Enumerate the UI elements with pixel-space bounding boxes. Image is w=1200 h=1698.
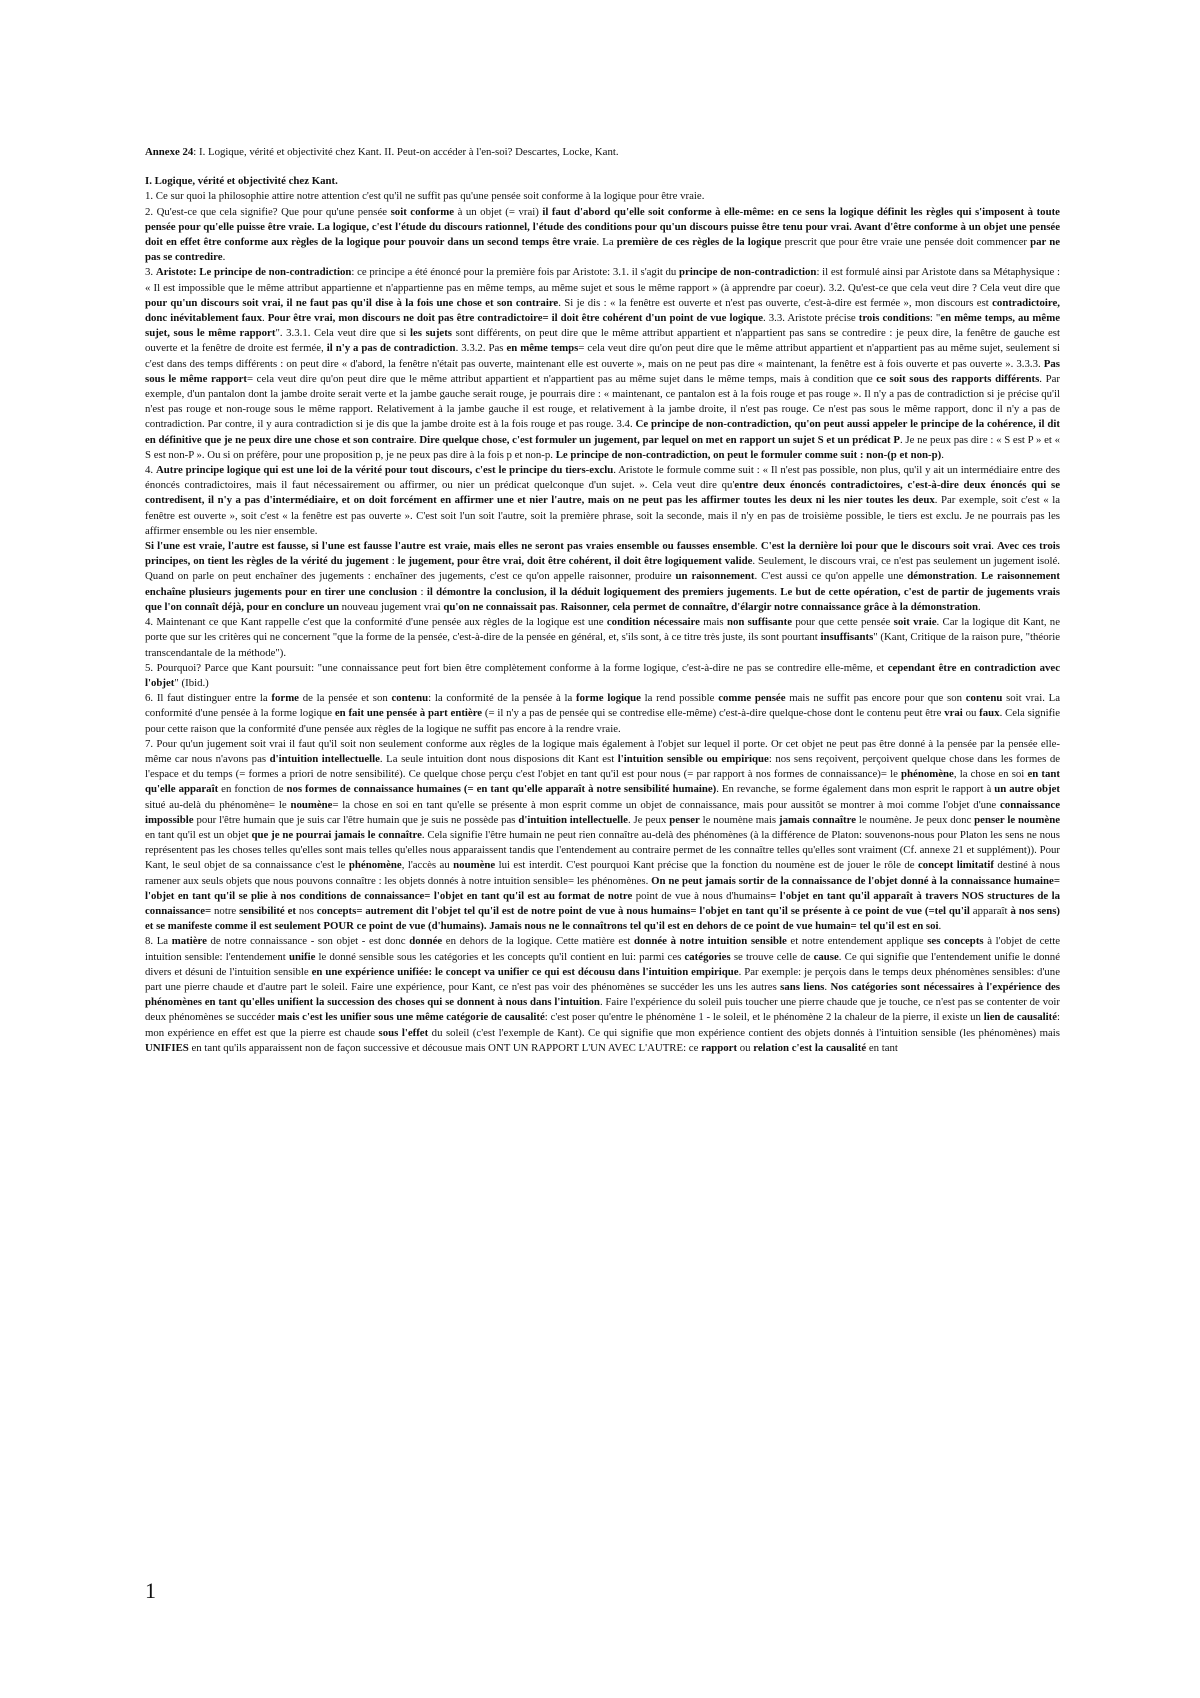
bold-text-run: qu'on ne connaissait pas bbox=[443, 600, 556, 613]
text-run: prescrit que pour être vraie une pensée doit commencer bbox=[781, 236, 1031, 249]
text-run: mais ne suffit pas encore pour que son bbox=[785, 692, 966, 705]
text-run: : bbox=[417, 585, 427, 598]
bold-text-run: un raisonnement bbox=[675, 570, 755, 583]
text-run: : ce principe a été énoncé pour la première fois par Aristote: 3.1. il s'agit du bbox=[351, 266, 680, 279]
bold-text-run: Autre principe logique qui est une loi de la vérité pour tout discours, c'est le principe du tiers-exclu bbox=[155, 464, 614, 477]
bold-text-run: en une expérience unifiée: le concept va unifier ce qui est décousu dans l'intuition empirique bbox=[311, 965, 739, 978]
bold-text-run: cause bbox=[813, 950, 839, 963]
text-run: le noumène. Je peux donc bbox=[856, 813, 975, 826]
bold-text-run: en même temps, au même sujet, sous le même rapport bbox=[145, 312, 1060, 340]
bold-text-run: penser bbox=[669, 813, 700, 826]
text-run: en tant qu'il est un objet bbox=[145, 828, 252, 841]
bold-text-run: relation c'est la causalité bbox=[753, 1041, 867, 1054]
document-body bbox=[145, 145, 1060, 1056]
bold-text-run: connaissance impossible bbox=[145, 798, 1060, 826]
bold-text-run: phénomène bbox=[901, 768, 954, 781]
text-run: , la chose en soi bbox=[953, 768, 1028, 781]
text-run: 7. Pour qu'un jugement soit vrai il faut qu'il soit non seulement conforme aux règles de la logique mais également à l'objet sur lequel il porte. Or cet objet ne peut pas être donné à la pensée par la pensée elle-même car nous n'avons pas bbox=[145, 737, 1060, 765]
bold-text-run: soit conforme bbox=[390, 205, 455, 218]
bold-text-run: phénomène bbox=[348, 859, 402, 872]
text-run: 8. La bbox=[145, 935, 172, 948]
text-run: en fonction de bbox=[218, 783, 287, 796]
text-run: . bbox=[974, 570, 982, 583]
paragraph bbox=[145, 661, 1060, 691]
bold-text-run: insuffisants bbox=[820, 631, 874, 644]
paragraph bbox=[145, 737, 1060, 935]
bold-text-run: jamais connaître bbox=[778, 813, 856, 826]
text-run: : la conformité de la pensée à la bbox=[428, 692, 577, 705]
paragraph bbox=[145, 934, 1060, 1056]
bold-text-run: un autre objet bbox=[994, 783, 1060, 796]
text-run: . bbox=[978, 600, 981, 613]
paragraph bbox=[145, 539, 1060, 615]
text-run: . La bbox=[596, 236, 617, 249]
bold-text-run: par ne pas se contredire bbox=[145, 236, 1060, 264]
text-run: = cela veut dire qu'on peut dire que le même attribut appartient et n'appartient pas au même sujet dans le même temps, mais à condition que bbox=[246, 372, 877, 385]
text-run: : mon expérience en effet est que la pierre est chaude bbox=[145, 1011, 1061, 1039]
bold-text-run: les sujets bbox=[410, 327, 453, 340]
bold-text-run: forme bbox=[271, 692, 299, 705]
bold-text-run: non suffisante bbox=[726, 616, 793, 629]
bold-text-run: Avec ces trois principes, on tient les règles de la vérité du jugement bbox=[145, 540, 1060, 568]
text-run: 5. Pourquoi? Parce que Kant poursuit: "une connaissance peut fort bien être complètement conforme à la forme logique, c'est-à-dire ne pas se contredire elle-même, et bbox=[145, 661, 888, 674]
text-run: 6. Il faut distinguer entre la bbox=[145, 692, 272, 705]
text-run: . bbox=[991, 540, 998, 553]
bold-text-run: cependant être en contradiction avec l'objet bbox=[145, 661, 1060, 689]
text-run: . Ce qui signifie que l'entendement unifie le donné divers et désuni de l'intuition sensible bbox=[145, 950, 1060, 978]
text-run: . bbox=[824, 980, 831, 993]
bold-text-run: C'est la dernière loi pour que le discours soit vrai bbox=[760, 540, 992, 553]
text-run: 2. Qu'est-ce que cela signifie? Que pour qu'une pensée bbox=[145, 205, 391, 218]
text-run: . En revanche, se forme également dans mon esprit le rapport à bbox=[716, 783, 995, 796]
section-title: I. Logique, vérité et objectivité chez Kant. bbox=[145, 175, 338, 188]
text-run: la rend possible bbox=[640, 692, 719, 705]
text-run: , l'accès au bbox=[401, 859, 454, 872]
paragraph bbox=[145, 463, 1060, 539]
text-run: . Seulement, le discours vrai, ce n'est pas seulement un jugement isolé. Quand on parle on peut enchaîner des jugements : enchaîner des jugements, c'est ce qu'on appelle raisonner, produire bbox=[145, 555, 1060, 583]
text-run: . Je peux bbox=[627, 813, 670, 826]
bold-text-run: Ce principe de non-contradiction, qu'on peut aussi appeler le principe de la cohérence, il dit en définitive que je ne peux dire une chose et son contraire bbox=[145, 418, 1061, 446]
bold-text-run: en fait une pensée à part entière bbox=[334, 707, 483, 720]
text-run: en tant qu'ils apparaissent non de façon successive et décousue mais ONT UN RAPPORT L'UN AVEC L'AUTRE: ce bbox=[188, 1041, 702, 1054]
bold-text-run: contenu bbox=[965, 692, 1003, 705]
bold-text-run: il démontre la conclusion, il la déduit logiquement des premiers jugements bbox=[426, 585, 775, 598]
bold-text-run: sensibilité et bbox=[239, 904, 296, 917]
text-run: = cela veut dire qu'on peut dire que le même attribut appartient et n'appartient pas au même sujet, seulement si c'est dans des temps différents : on peut dire « d'abord, la fenêtre n'était pas ouverte, maintenant elle est ouverte », mais on ne peut pas dire « maintenant, la fenêtre est à fois ouverte et pas ouverte ». 3.3.3. bbox=[145, 342, 1060, 370]
bold-text-run: que je ne pourrai jamais le connaître bbox=[251, 828, 422, 841]
bold-text-run: pour qu'un discours soit vrai, il ne faut pas qu'il dise à la fois une chose et son contraire bbox=[145, 296, 559, 309]
bold-text-run: On ne peut jamais sortir de la connaissance de l'objet donné à la connaissance humaine= l'objet en tant qu'il se plie à nos conditions de connaissance= l'objet en tant qu'il est au format de notre bbox=[145, 874, 1060, 902]
text-run: " (Ibid.) bbox=[174, 676, 209, 689]
bold-text-run: il n'y a pas de contradiction bbox=[326, 342, 456, 355]
text-run: . 3.3.2. Pas bbox=[455, 342, 507, 355]
text-run: : " bbox=[929, 312, 941, 325]
bold-text-run: Pour être vrai, mon discours ne doit pas être contradictoire= il doit être cohérent d'un point de vue logique bbox=[267, 312, 764, 325]
text-run: . 3.3. Aristote précise bbox=[763, 312, 859, 325]
text-run: le donné sensible sous les catégories et les concepts qu'il contient en lui: parmi ces bbox=[315, 950, 685, 963]
bold-text-run: ce soit sous des rapports différents bbox=[876, 372, 1040, 385]
annex-label: Annexe 24 bbox=[145, 146, 194, 158]
paragraph bbox=[145, 189, 1060, 204]
bold-text-run: condition nécessaire bbox=[606, 616, 700, 629]
annex-header bbox=[145, 145, 1060, 160]
text-run: . bbox=[755, 540, 761, 553]
text-run: . bbox=[261, 312, 268, 325]
text-run: à l'objet de cette intuition sensible: l'entendement bbox=[145, 935, 1060, 963]
text-run: . Si je dis : « la fenêtre est ouverte et n'est pas ouverte, c'est-à-dire est fermée », mon discours est bbox=[558, 296, 993, 309]
text-run: . bbox=[555, 600, 561, 613]
bold-text-run: concept limitatif bbox=[917, 859, 994, 872]
bold-text-run: Pas sous le même rapport bbox=[145, 357, 1060, 385]
text-run: 3. bbox=[145, 266, 156, 279]
text-run: . C'est aussi ce qu'on appelle une bbox=[754, 570, 908, 583]
text-run: en tant bbox=[866, 1041, 898, 1054]
bold-text-run: faux bbox=[979, 707, 1000, 720]
bold-text-run: démonstration bbox=[907, 570, 975, 583]
bold-text-run: donnée bbox=[409, 935, 443, 948]
text-run: nos bbox=[295, 904, 317, 917]
bold-text-run: noumène bbox=[290, 798, 333, 811]
bold-text-run: d'intuition intellectuelle bbox=[518, 813, 628, 826]
text-run: . Cela signifie pour cette raison que la conformité d'une pensée aux règles de la logique ne suffit pas encore à la rendre vraie. bbox=[145, 707, 1060, 735]
text-run: . Faire l'expérience du soleil puis toucher une pierre chaude que je touche, ce n'est pas se contenter de voir deux phénomènes se succéder bbox=[145, 996, 1060, 1024]
text-run: " (Kant, Critique de la raison pure, "théorie transcendantale de la méthode"). bbox=[145, 631, 1060, 659]
text-run: ou bbox=[962, 707, 980, 720]
text-run: . bbox=[774, 585, 781, 598]
text-run: . bbox=[222, 251, 226, 264]
paragraph bbox=[145, 615, 1060, 661]
bold-text-run: principe de non-contradiction bbox=[679, 266, 817, 279]
text-run: . Aristote le formule comme suit : « Il n'est pas possible, non plus, qu'il y ait un intermédiaire entre des énoncés contradictoires, mais il faut nécessairement ou affirmer, ou nier un prédicat quelconque d'un sujet. ». Cela veut dire qu' bbox=[145, 464, 1060, 492]
text-run: . Car la logique dit Kant, ne porte que sur les critères qui ne concernent "que la forme de la pensée, c'est-à-dire de la pensée en général, et, s'ils sont, à ce titre très juste, ils sont pourtant bbox=[145, 616, 1060, 644]
bold-text-run: Raisonner, cela permet de connaître, d'élargir notre connaissance grâce à la démonstration bbox=[560, 600, 978, 613]
bold-text-run: Aristote: Le principe de non-contradiction bbox=[155, 266, 352, 279]
bold-text-run: comme pensée bbox=[718, 692, 786, 705]
bold-text-run: Le raisonnement enchaîne plusieurs jugements pour en tirer une conclusion bbox=[145, 570, 1061, 598]
paragraph bbox=[145, 265, 1060, 463]
text-run: pour l'être humain que je suis car l'être humain que je suis ne possède pas bbox=[193, 813, 519, 826]
text-run: se trouve celle de bbox=[730, 950, 814, 963]
bold-text-run: rapport bbox=[701, 1041, 738, 1054]
bold-text-run: contenu bbox=[391, 692, 429, 705]
text-run: . La seule intuition dont nous disposions dit Kant est bbox=[379, 752, 618, 765]
bold-text-run: Dire quelque chose, c'est formuler un jugement, par lequel on met en rapport un sujet S et un prédicat P bbox=[419, 433, 900, 446]
bold-text-run: = l'objet en tant qu'il apparaît à travers NOS structures de la connaissance= bbox=[145, 889, 1060, 917]
text-run: 1. Ce sur quoi la philosophie attire notre attention c'est qu'il ne suffit pas qu'une pensée soit conforme à la logique pour être vraie. bbox=[145, 190, 705, 203]
text-run: . Par exemple: je perçois dans le temps deux phénomènes sensibles: d'une part une pierre chaude et d'autre part le soleil. Faire une expérience, pour Kant, ce n'est pas voir des phénomènes se succéder les uns les autres bbox=[145, 965, 1060, 993]
text-run: . bbox=[413, 433, 420, 446]
text-run: de la pensée et son bbox=[298, 692, 392, 705]
bold-text-run: l'intuition sensible ou empirique bbox=[617, 752, 769, 765]
bold-text-run: catégories bbox=[684, 950, 731, 963]
text-run: en dehors de la logique. Cette matière est bbox=[442, 935, 634, 948]
bold-text-run: vrai bbox=[944, 707, 963, 720]
bold-text-run: trois conditions bbox=[858, 312, 930, 325]
text-run: destiné à nous ramener aux seuls objets que nous pouvons connaître : les objets donnés à notre intuition sensible= les phénomènes. bbox=[145, 859, 1060, 887]
paragraph bbox=[145, 691, 1060, 737]
bold-text-run: UNIFIES bbox=[145, 1041, 189, 1054]
bold-text-run: mais c'est les unifier sous une même catégorie de causalité bbox=[277, 1011, 545, 1024]
text-run: (= il n'y a pas de pensée qui se contredise elle-même) c'est-à-dire quelque-chose dont le contenu peut être bbox=[482, 707, 945, 720]
paragraph bbox=[145, 205, 1060, 266]
bold-text-run: noumène bbox=[453, 859, 496, 872]
bold-text-run: soit vraie bbox=[893, 616, 937, 629]
bold-text-run: en tant qu'elle apparaît bbox=[145, 768, 1060, 796]
text-run: . Par exemple, soit c'est « la fenêtre est ouverte », soit c'est « la fenêtre est pas ouverte ». C'est soit l'un soit l'autre, soit la première phrase, soit la seconde, mais il n'y en pas de troisième possible, le tiers est exclu. Je ne pourrais pas les affirmer ensemble ou les nier ensemble. bbox=[145, 494, 1060, 537]
bold-text-run: d'intuition intellectuelle bbox=[269, 752, 380, 765]
bold-text-run: sous l'effet bbox=[378, 1026, 429, 1039]
page-number: 1 bbox=[145, 1578, 156, 1603]
text-run: : c'est poser qu'entre le phénomène 1 - le soleil, et le phénomène 2 la chaleur de la pierre, il existe un bbox=[544, 1011, 984, 1024]
text-run: . Cela signifie l'être humain ne peut rien connaître au-delà des phénomènes (à la différence de Platon: souvenons-nous pour Platon les sens ne nous représentent pas les choses telles qu'elles sont mais telles qu'elles nous apparaissent tandis que l'entendement au contraire permet de les connaître telles qu'elles sont vraiment (Cf. annexe 21 et supplément)). Pour Kant, le seul objet de sa connaissance c'est le bbox=[145, 828, 1060, 872]
text-run: sont différents, on peut dire que le même attribut appartient et n'appartient pas sans se contredire : je peux dire, la fenêtre de gauche est ouverte et la fenêtre de droite est fermée, bbox=[145, 327, 1061, 355]
bold-text-run: première de ces règles de la logique bbox=[616, 236, 782, 249]
bold-text-run: penser le noumène bbox=[974, 813, 1061, 826]
bold-text-run: forme logique bbox=[576, 692, 641, 705]
text-run: . Je ne peux pas dire : « S est P » et « S est non-P ». Ou si on préfère, pour une proposition p, je ne peux pas dire à la fois p et non-p. bbox=[145, 433, 1061, 461]
bold-text-run: Le principe de non-contradiction, on peut le formuler comme suit : non-(p et non-p) bbox=[555, 448, 942, 461]
text-run: le noumène mais bbox=[699, 813, 779, 826]
bold-text-run: ses concepts bbox=[927, 935, 984, 948]
paragraphs bbox=[145, 189, 1060, 1056]
bold-text-run: unifie bbox=[288, 950, 316, 963]
text-run: et notre entendement applique bbox=[786, 935, 928, 948]
text-run: . Par exemple, d'un pantalon dont la jambe droite serait verte et la jambe gauche serait rouge, je pourrais dire : « maintenant, ce pantalon est à la fois rouge et pas rouge ». Il n'y a pas de contradiction si je précise qu'il n'est pas rouge et non-rouge sous le même rapport. Relativement à la jambe gauche il est rouge, et relativement à la jambe droite, il n'est pas rouge. Ce n'est pas sous le même rapport, donc il n'y a pas de contradiction. Par contre, il y aura contradiction si je dis que la jambe droite est à la fois rouge et pas rouge. 3.4. bbox=[145, 372, 1060, 431]
text-run: situé au-delà du phénomène= le bbox=[145, 798, 291, 811]
text-run: ". 3.3.1. Cela veut dire que si bbox=[275, 327, 411, 340]
text-run: = la chose en soi en tant qu'elle se présente à mon esprit comme un objet de connaissance, mais pour aussitôt se montrer à moi comme l'objet d'une bbox=[332, 798, 1000, 811]
text-run: . bbox=[941, 448, 944, 461]
bold-text-run: Si l'une est vraie, l'autre est fausse, si l'une est fausse l'autre est vraie, mais elles ne seront pas vraies ensemble ou fausses ensemble bbox=[145, 540, 756, 553]
bold-text-run: entre deux énoncés contradictoires, c'est-à-dire deux énoncés qui se contredisent, il n'y a pas d'intermédiaire, et on doit forcément en affirmer une et nier l'autre, mais on ne peut pas les affirmer toutes les deux ni les nier toutes les deux bbox=[145, 479, 1060, 507]
bold-text-run: en même temps bbox=[506, 342, 579, 355]
text-run: lui est interdit. C'est pourquoi Kant précise que la fonction du noumène est de jouer le rôle de bbox=[495, 859, 918, 872]
text-run: du soleil (c'est l'exemple de Kant). Ce qui signifie que mon expérience contient des objets donnés à l'intuition sensible (les phénomènes) mais bbox=[428, 1026, 1060, 1039]
bold-text-run: contradictoire, donc inévitablement faux bbox=[145, 296, 1060, 325]
text-run: ou bbox=[737, 1041, 754, 1054]
bold-text-run: sans liens bbox=[780, 980, 825, 993]
bold-text-run: matière bbox=[171, 935, 207, 948]
bold-text-run: Nos catégories sont nécessaires à l'expérience des phénomènes en tant qu'elles unifient la succession des choses qui se donnent à nous dans l'intuition bbox=[145, 980, 1060, 1009]
bold-text-run: à nos sens) et se manifeste comme il est seulement POUR ce point de vue (d'humains). Jamais nous ne le connaîtrons tel qu'il est en dehors de ce point de vue humain= tel qu'il est en soi bbox=[145, 904, 1061, 933]
text-run: à un objet (= vrai) bbox=[454, 205, 543, 218]
bold-text-run: nos formes de connaissance humaines (= en tant qu'elle apparaît à notre sensibilité humaine) bbox=[286, 783, 717, 796]
text-run: apparaît bbox=[969, 904, 1011, 917]
text-run: 4. Maintenant ce que Kant rappelle c'est que la conformité d'une pensée aux règles de la logique est une bbox=[145, 616, 607, 629]
text-run: nouveau jugement vrai bbox=[338, 600, 444, 613]
text-run: soit vrai. La conformité d'une pensée à la forme logique bbox=[145, 692, 1061, 720]
bold-text-run: le jugement, pour être vrai, doit être cohérent, il doit être logiquement valide bbox=[397, 555, 753, 568]
text-run: 4. bbox=[145, 464, 156, 477]
bold-text-run: concepts= autrement dit l'objet tel qu'il est de notre point de vue à nous humains= l'objet en tant qu'il se présente à ce point de vue (=tel qu'il bbox=[316, 904, 970, 917]
text-run: : il est formulé ainsi par Aristote dans sa Métaphysique : « Il est impossible que le même attribut appartienne et n'appartienne pas en même temps, au même sujet et sous le même rapport » (à apprendre par coeur). 3.2. Qu'est-ce que cela veut dire ? Cela veut dire que bbox=[145, 266, 1061, 294]
text-run: pour que cette pensée bbox=[792, 616, 894, 629]
annex-title: : I. Logique, vérité et objectivité chez Kant. II. Peut-on accéder à l'en-soi? Descartes, Locke, Kant. bbox=[193, 146, 619, 158]
text-run: : bbox=[388, 555, 398, 568]
bold-text-run: Le but de cette opération, c'est de partir de jugements vrais que l'on connaît déjà, pour en conclure un bbox=[145, 585, 1061, 613]
text-run: point de vue à nous d'humains bbox=[632, 889, 771, 902]
bold-text-run: il faut d'abord qu'elle soit conforme à elle-même: en ce sens la logique définit les règles qui s'imposent à toute pensée pour qu'elle puisse être vraie. La logique, c'est l'étude du discours rationnel, l'étude des conditions pour qu'un discours puisse être tenu pour vrai. Avant d'être conforme à un objet une pensée doit en effet être conforme aux règles de la logique pour pouvoir dans un second temps être vraie bbox=[145, 205, 1060, 249]
text-run: mais bbox=[699, 616, 727, 629]
text-run: . bbox=[938, 920, 942, 933]
text-run: notre bbox=[211, 904, 240, 917]
text-run: : nos sens reçoivent, perçoivent quelque chose dans les formes de l'espace et du temps (= formes a priori de notre sensibilité). Ce quelque chose perçu c'est l'objet en tant qu'il est pour nous (= par rapport à nos formes de connaissance)= le bbox=[145, 752, 1061, 781]
bold-text-run: lien de causalité bbox=[983, 1011, 1058, 1024]
text-run: de notre connaissance - son objet - est donc bbox=[206, 935, 410, 948]
bold-text-run: donnée à notre intuition sensible bbox=[633, 935, 787, 948]
